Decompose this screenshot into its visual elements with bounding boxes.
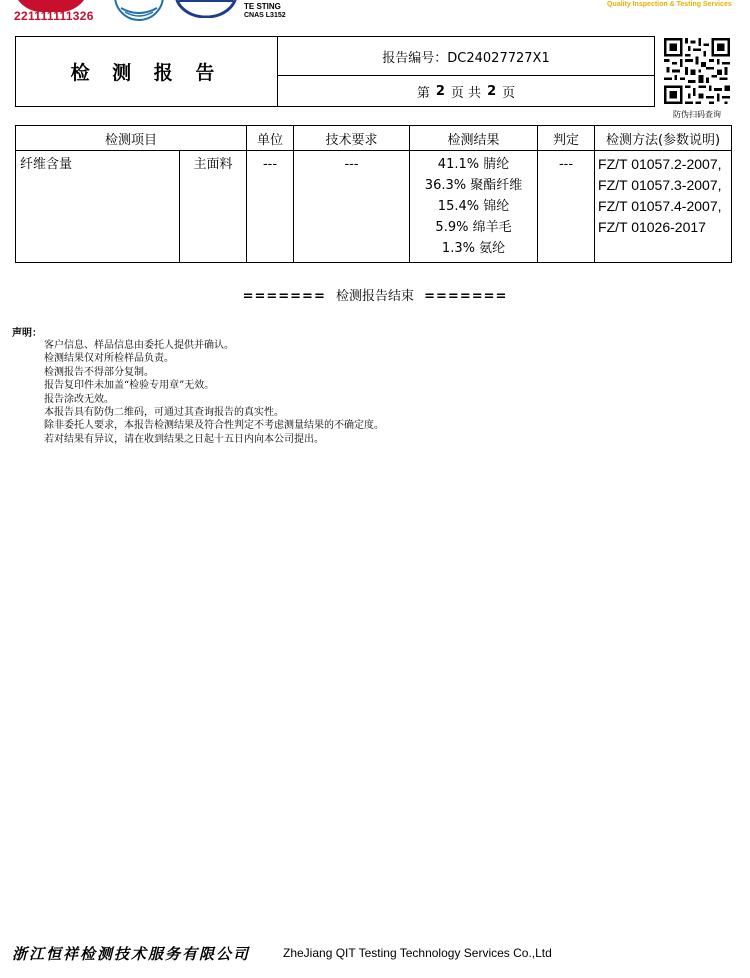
header-item: 检测项目: [16, 126, 247, 151]
page-total: 2: [487, 83, 497, 99]
header-result: 检测结果: [410, 126, 538, 151]
cell-judgement: [538, 151, 595, 263]
results-table: [15, 125, 732, 263]
statement-line: 检测结果仅对所检样品负责。: [44, 353, 174, 365]
report-end-marker: [0, 285, 750, 304]
method-line: FZ/T 01057.4-2007,: [598, 198, 722, 214]
qr-code-icon[interactable]: [664, 38, 730, 104]
statement-line: 检测报告不得部分复制。: [44, 366, 154, 378]
unit-value: ---: [262, 157, 278, 172]
end-marker-left: =======: [242, 289, 326, 304]
cnas-code: CNAS L3152: [244, 12, 286, 19]
header-method: 检测方法(参数说明): [595, 126, 732, 151]
statement-line: 若对结果有异议，请在收到结果之日起十五日内向本公司提出。: [44, 433, 324, 445]
result-line: 15.4% 锦纶: [437, 199, 510, 214]
method-line: FZ/T 01057.2-2007,: [598, 156, 722, 172]
header-judgement: 判定: [538, 126, 595, 151]
header-requirement: 技术要求: [294, 126, 410, 151]
statement-title: 声明：: [12, 328, 42, 339]
result-line: 41.1% 腈纶: [437, 157, 510, 172]
ilac-mra-logo: [113, 0, 165, 22]
page-current: 2: [435, 83, 445, 99]
footer-company-cn: 浙江恒祥检测技术服务有限公司: [12, 945, 251, 963]
result-line: 1.3% 氨纶: [441, 241, 506, 256]
table-header-row: [16, 126, 732, 151]
cell-method: [595, 151, 732, 263]
statement-line: 本报告具有防伪二维码，可通过其查询报告的真实性。: [44, 406, 284, 418]
page-indicator: [278, 76, 654, 106]
statement-line: 除非委托人要求，本报告检测结果及符合性判定不考虑测量结果的不确定度。: [44, 420, 384, 432]
method-line: FZ/T 01057.3-2007,: [598, 177, 722, 193]
cnas-testing-label: TE STING: [244, 2, 281, 11]
cell-result: [410, 151, 538, 263]
page-mid: 页 共: [450, 85, 482, 101]
report-number: 报告编号：DC24027727X1: [382, 50, 550, 66]
cert-number: 221111111326: [14, 9, 94, 23]
page-prefix: 第: [416, 85, 430, 101]
cnas-logo: [175, 0, 237, 18]
result-line: 5.9% 绵羊毛: [435, 220, 512, 235]
statement-line: 客户信息、样品信息由委托人提供并确认。: [44, 340, 234, 351]
report-title-box: [15, 36, 655, 107]
fabric-part: 主面料: [193, 157, 233, 172]
table-row: [16, 151, 732, 263]
cell-requirement: [294, 151, 410, 263]
statement-line: 报告复印件未加盖“检验专用章”无效。: [44, 380, 215, 392]
requirement-value: ---: [344, 157, 359, 172]
statement-list: [44, 339, 384, 446]
page-suffix: 页: [502, 85, 516, 101]
qr-caption: 防伪扫码查询: [673, 110, 721, 119]
footer-company-en: ZheJiang QIT Testing Technology Services Co.,Ltd: [283, 946, 552, 960]
cell-unit: [247, 151, 294, 263]
header-unit: 单位: [247, 126, 294, 151]
company-tagline: Quality Inspection & Testing Services: [607, 1, 732, 8]
end-marker-text: 检测报告结束: [335, 289, 414, 304]
cell-part: [180, 151, 247, 263]
item-name: 纤维含量: [20, 157, 73, 172]
cell-item: [16, 151, 180, 263]
method-line: FZ/T 01026-2017: [598, 219, 706, 235]
judgement-value: ---: [558, 157, 574, 172]
report-title: 检 测 报 告: [70, 62, 223, 84]
end-marker-right: =======: [424, 289, 508, 304]
statement-line: 报告涂改无效。: [44, 393, 114, 405]
result-line: 36.3% 聚酯纤维: [424, 178, 523, 193]
